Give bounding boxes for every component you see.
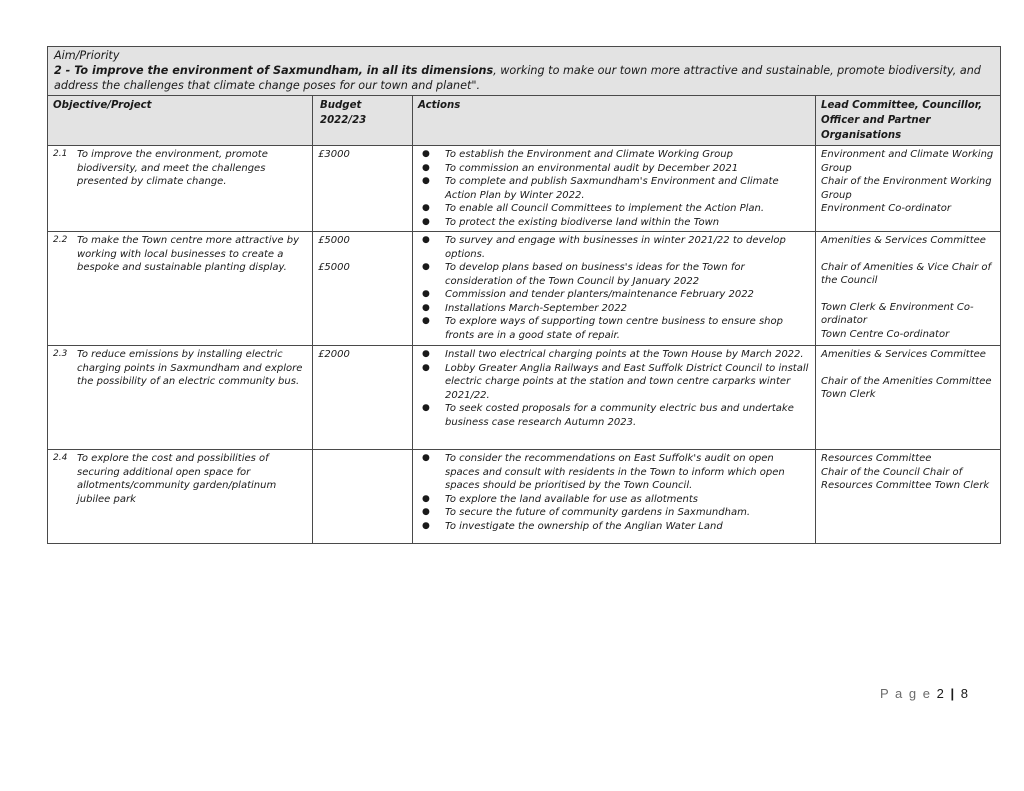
action-item: ● Commission and tender planters/maintenance February 2022 [422, 289, 754, 300]
aim-label: Aim/Priority [54, 49, 120, 62]
lead-line: Amenities & Services Committee [821, 235, 986, 246]
bullet-icon: ● [422, 216, 430, 227]
bullet-icon: ● [422, 520, 430, 531]
header-budget [313, 96, 413, 146]
bullet-icon: ● [422, 362, 430, 373]
aim-title: 2 - To improve the environment of Saxmundham, in all its dimensions [54, 64, 494, 77]
action-item: ● To seek costed proposals for a community electric bus and undertake business case research Autumn 2023. [422, 403, 794, 428]
bullet-icon: ● [422, 203, 430, 213]
lead-cell [816, 450, 1001, 544]
objective-text: To reduce emissions by installing electric charging points in Saxmundham and explore the possibility of an electric community bus. [77, 349, 303, 387]
table-row [48, 146, 1001, 232]
action-plan-table [47, 46, 1001, 544]
bullet-icon: ● [422, 176, 430, 186]
budget-cell [313, 146, 413, 232]
lead-line: Amenities & Services Committee [821, 349, 986, 360]
page-separator: | [950, 686, 956, 701]
header-objective: Objective/Project [48, 96, 313, 146]
aim-description: , working to make our town more attractive and sustainable, promote biodiversity, and address the challenges that climate change poses for our town and planet". [54, 64, 981, 92]
bullet-icon: ● [422, 453, 430, 463]
aim-row [48, 47, 1001, 96]
action-item: ● To survey and engage with businesses in winter 2021/22 to develop options. [422, 235, 786, 260]
lead-line: Environment and Climate Working Group [821, 149, 994, 174]
budget-value: £3000 [318, 149, 350, 160]
lead-line: Resources Committee [821, 453, 932, 464]
objective-number: 2.1 [53, 149, 68, 159]
objective-cell [48, 346, 313, 450]
action-item: ● To complete and publish Saxmundham's Environment and Climate Action Plan by Winter 2022. [422, 176, 779, 201]
action-item: ● To protect the existing biodiverse land within the Town [422, 216, 720, 228]
aim-cell [48, 47, 1001, 96]
bullet-icon: ● [422, 302, 430, 313]
lead-line: Town Clerk [821, 389, 876, 400]
lead-cell [816, 146, 1001, 232]
bullet-icon: ● [422, 289, 430, 299]
action-item: ● To consider the recommendations on East Suffolk's audit on open spaces and consult with residents in the Town to inform which open spaces should be prioritised by the Town Council. [422, 453, 785, 491]
objective-cell [48, 232, 313, 346]
action-item: ● To secure the future of community gardens in Saxmundham. [422, 507, 750, 518]
lead-cell [816, 346, 1001, 450]
action-item: ● To enable all Council Committees to implement the Action Plan. [422, 203, 765, 214]
bullet-icon: ● [422, 493, 430, 504]
lead-cell [816, 232, 1001, 346]
bullet-icon: ● [422, 235, 430, 245]
budget-value: £5000 [318, 235, 350, 246]
objective-number: 2.3 [53, 349, 68, 359]
page-total: 8 [960, 686, 970, 701]
actions-cell [413, 450, 816, 544]
lead-line: Town Centre Co-ordinator [821, 328, 950, 340]
bullet-icon: ● [422, 316, 430, 326]
bullet-icon: ● [422, 162, 430, 173]
bullet-icon: ● [422, 507, 430, 517]
lead-line: Chair of the Environment Working Group [821, 176, 992, 201]
table-row [48, 450, 1001, 544]
bullet-icon: ● [422, 262, 430, 272]
action-item: ● To commission an environmental audit by December 2021 [422, 162, 739, 174]
action-item: ● Lobby Greater Anglia Railways and East Suffolk District Council to install electric charge points at the station and town centre carparks winter 2021/22. [422, 362, 809, 401]
action-item: ● To explore ways of supporting town centre business to ensure shop fronts are in a good state of repair. [422, 316, 783, 341]
objective-text: To improve the environment, promote biodiversity, and meet the challenges presented by climate change. [77, 149, 268, 187]
actions-cell [413, 146, 816, 232]
lead-line: Chair of the Council Chair of Resources Committee Town Clerk [821, 466, 990, 491]
objective-cell [48, 450, 313, 544]
header-actions: Actions [413, 96, 816, 146]
bullet-icon: ● [422, 149, 430, 159]
objective-cell [48, 146, 313, 232]
budget-cell [313, 232, 413, 346]
objective-number: 2.2 [53, 235, 68, 245]
budget-value: £5000 [318, 261, 350, 273]
action-item: ● To explore the land available for use as allotments [422, 493, 699, 505]
objective-text: To make the Town centre more attractive by working with local businesses to create a bespoke and sustainable planting display. [77, 235, 300, 273]
objective-number: 2.4 [53, 453, 68, 463]
actions-cell [413, 232, 816, 346]
header-budget-line1: Budget [320, 100, 362, 111]
lead-line: Environment Co-ordinator [821, 203, 951, 214]
bullet-icon: ● [422, 403, 430, 413]
page-current: 2 [936, 686, 946, 701]
header-budget-line2: 2022/23 [320, 115, 367, 126]
bullet-icon: ● [422, 349, 430, 359]
table-row [48, 346, 1001, 450]
page-word: P a g e [880, 686, 932, 701]
action-item: ● Install two electrical charging points at the Town House by March 2022. [422, 349, 804, 360]
page-footer [880, 686, 969, 701]
lead-line: Town Clerk & Environment Co-ordinator [821, 301, 974, 326]
objective-text: To explore the cost and possibilities of securing additional open space for allotments/community garden/platinum jubilee park [77, 453, 277, 505]
table-row [48, 232, 1001, 346]
action-item: ● To establish the Environment and Climate Working Group [422, 149, 733, 160]
lead-line: Chair of the Amenities Committee [821, 375, 992, 387]
lead-line: Chair of Amenities & Vice Chair of the Council [821, 261, 992, 286]
budget-value: £2000 [318, 349, 350, 360]
action-item: ● To develop plans based on business's ideas for the Town for consideration of the Town Council by January 2022 [422, 262, 745, 287]
header-row [48, 96, 1001, 146]
budget-cell [313, 450, 413, 544]
actions-cell [413, 346, 816, 450]
action-item: ● To investigate the ownership of the Anglian Water Land [422, 520, 723, 532]
action-item: ● Installations March-September 2022 [422, 302, 627, 314]
budget-cell [313, 346, 413, 450]
header-lead: Lead Committee, Councillor, Officer and Partner Organisations [816, 96, 1001, 146]
